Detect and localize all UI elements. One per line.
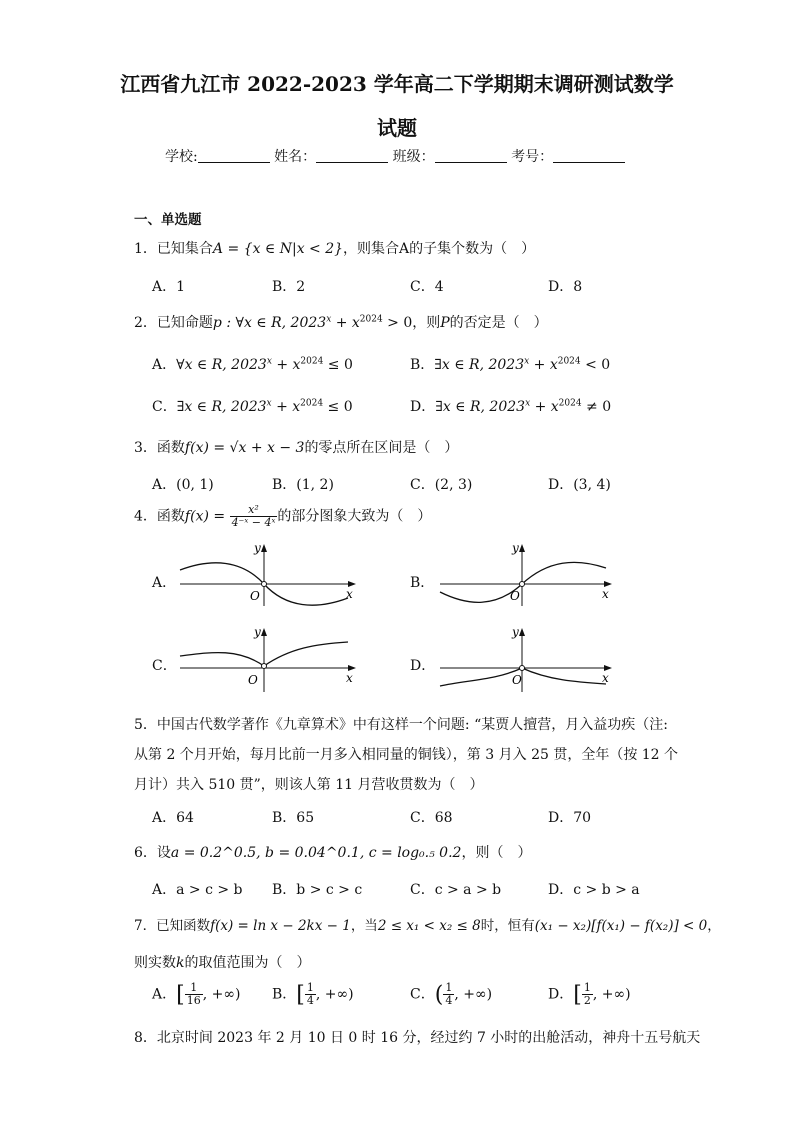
x-label: x bbox=[602, 587, 609, 601]
info-fields bbox=[165, 146, 625, 166]
q6-option-a[interactable]: A．a > c > b bbox=[152, 882, 243, 898]
question-7-line-1: 7．已知函数f(x) = ln x − 2kx − 1，当2 ≤ x₁ < x₂ ≤ 8时，恒有(x₁ − x₂)[f(x₁) − f(x₂)] < 0， bbox=[134, 918, 721, 934]
q2-option-a[interactable]: A．∀x ∈ R, $2023^x + x^{2024} \le 0$ bbox=[152, 356, 353, 373]
y-axis-arrow bbox=[261, 628, 267, 636]
exam-number-label: 考号： bbox=[511, 149, 554, 165]
y-label: y bbox=[512, 541, 519, 555]
origin-label: O bbox=[250, 589, 260, 603]
q4-graph-b[interactable] bbox=[432, 540, 622, 610]
question-8-line-1: 8．北京时间 2023 年 2 月 10 日 0 时 16 分，经过约 7 小时的出舱活动，神舟十五号航天 bbox=[134, 1030, 701, 1046]
class-label: 班级： bbox=[392, 149, 435, 165]
school-blank[interactable] bbox=[198, 148, 270, 163]
q3-option-d[interactable]: D．(3, 4) bbox=[548, 477, 611, 493]
question-5-line-1: 5．中国古代数学著作《九章算术》中有这样一个问题: “某贾人擅营，月入益功疾（注: bbox=[134, 717, 668, 733]
question-3: 3．函数f(x) = √x + x − 3的零点所在区间是（ ） bbox=[134, 440, 459, 456]
exam-number-blank[interactable] bbox=[553, 148, 625, 163]
q3-option-b[interactable]: B．(1, 2) bbox=[272, 477, 334, 493]
q5-option-d[interactable]: D．70 bbox=[548, 810, 592, 826]
y-axis-arrow bbox=[261, 544, 267, 552]
q4-option-a-label[interactable]: A． bbox=[152, 575, 177, 591]
q7-option-d[interactable]: D．[ $\frac{1}{2}$ , +∞) bbox=[548, 981, 631, 1008]
y-axis-arrow bbox=[519, 628, 525, 636]
q2-option-c[interactable]: C．∃x ∈ R, $2023^x + x^{2024} \le 0$ bbox=[152, 398, 353, 415]
q7-option-b[interactable]: B．[ $\frac{1}{4}$ , +∞) bbox=[272, 981, 354, 1008]
question-6: 6．设a = 0.2^0.5, b = 0.04^0.1, c = log₀.₅ 0.2，则（ ） bbox=[134, 845, 532, 861]
section-heading: 一、单选题 bbox=[134, 212, 202, 228]
origin-label: O bbox=[512, 673, 522, 687]
q7-option-c[interactable]: C．( $\frac{1}{4}$ , +∞) bbox=[410, 981, 493, 1008]
question-4: 4．函数f(x) = $\frac{\text{x²}}{\text{4⁻ˣ − 4ˣ}}$ 的部分图象大致为（ ） bbox=[134, 503, 432, 529]
name-blank[interactable] bbox=[316, 148, 388, 163]
question-1: 1．已知集合A = {x ∈ N|x < 2}，则集合A的子集个数为（ ） bbox=[134, 241, 536, 257]
q1-option-a[interactable]: A．1 bbox=[152, 279, 186, 295]
comparison-expression: a = 0.2^0.5, b = 0.04^0.1, c = log₀.₅ 0.2 bbox=[170, 845, 462, 861]
q4-graph-c[interactable] bbox=[172, 622, 362, 692]
q1-option-b[interactable]: B．2 bbox=[272, 279, 306, 295]
x-label: x bbox=[602, 671, 609, 685]
q3-option-c[interactable]: C．(2, 3) bbox=[410, 477, 473, 493]
q4-option-c-label[interactable]: C． bbox=[152, 658, 177, 674]
q7-option-a[interactable]: A．[ $\frac{1}{16}$ , +∞) bbox=[152, 981, 241, 1008]
q4-graph-d[interactable] bbox=[432, 622, 622, 692]
q5-option-a[interactable]: A．64 bbox=[152, 810, 194, 826]
title-line-1: 江西省九江市 2022-2023 学年高二下学期期末调研测试数学 bbox=[120, 72, 674, 96]
origin-hole bbox=[520, 582, 525, 587]
y-label: y bbox=[254, 541, 261, 555]
origin-label: O bbox=[510, 589, 520, 603]
fraction: $\frac{\text{x²}}{\text{4⁻ˣ − 4ˣ}}$ bbox=[231, 503, 276, 529]
y-axis-arrow bbox=[519, 544, 525, 552]
x-label: x bbox=[346, 587, 353, 601]
q6-option-c[interactable]: C．c > a > b bbox=[410, 882, 502, 898]
q5-option-b[interactable]: B．65 bbox=[272, 810, 315, 826]
origin-hole bbox=[262, 582, 267, 587]
q3-option-a[interactable]: A．(0, 1) bbox=[152, 477, 214, 493]
q1-option-d[interactable]: D．8 bbox=[548, 279, 583, 295]
function-expression: f(x) = √x + x − 3 bbox=[184, 440, 305, 456]
y-label: y bbox=[254, 625, 261, 639]
name-label: 姓名： bbox=[274, 149, 317, 165]
y-label: y bbox=[512, 625, 519, 639]
question-7-line-2: 则实数k的取值范围为（ ） bbox=[134, 955, 311, 971]
question-5-line-2: 从第 2 个月开始，每月比前一月多入相同量的铜钱），第 3 月入 25 贯，全年（按 12 个 bbox=[134, 747, 679, 763]
origin-hole bbox=[262, 664, 267, 669]
q2-option-d[interactable]: D．∃x ∈ R, $2023^x + x^{2024} \ne 0$ bbox=[410, 398, 612, 415]
question-2: 2．已知命题p : ∀x ∈ R, $2023^x + x^{2024} > 0$，则P的否定是（ ） bbox=[134, 314, 548, 331]
q6-option-b[interactable]: B．b > c > c bbox=[272, 882, 363, 898]
school-label: 学校: bbox=[165, 149, 198, 165]
q1-option-c[interactable]: C．4 bbox=[410, 279, 444, 295]
q5-option-c[interactable]: C．68 bbox=[410, 810, 453, 826]
class-blank[interactable] bbox=[435, 148, 507, 163]
x-label: x bbox=[346, 671, 353, 685]
origin-hole bbox=[520, 666, 525, 671]
q2-option-b[interactable]: B．∃x ∈ R, $2023^x + x^{2024} < 0$ bbox=[410, 356, 611, 373]
question-5-line-3: 月计）共入 510 贯”，则该人第 11 月营收贯数为（ ） bbox=[134, 777, 484, 793]
origin-label: O bbox=[248, 673, 258, 687]
set-expression: A = {x ∈ N|x < 2} bbox=[212, 241, 344, 257]
title-line-2: 试题 bbox=[377, 116, 417, 140]
q4-graph-a[interactable] bbox=[172, 540, 362, 610]
q4-option-b-label[interactable]: B． bbox=[410, 575, 435, 591]
q6-option-d[interactable]: D．c > b > a bbox=[548, 882, 640, 898]
q4-option-d-label[interactable]: D． bbox=[410, 658, 436, 674]
